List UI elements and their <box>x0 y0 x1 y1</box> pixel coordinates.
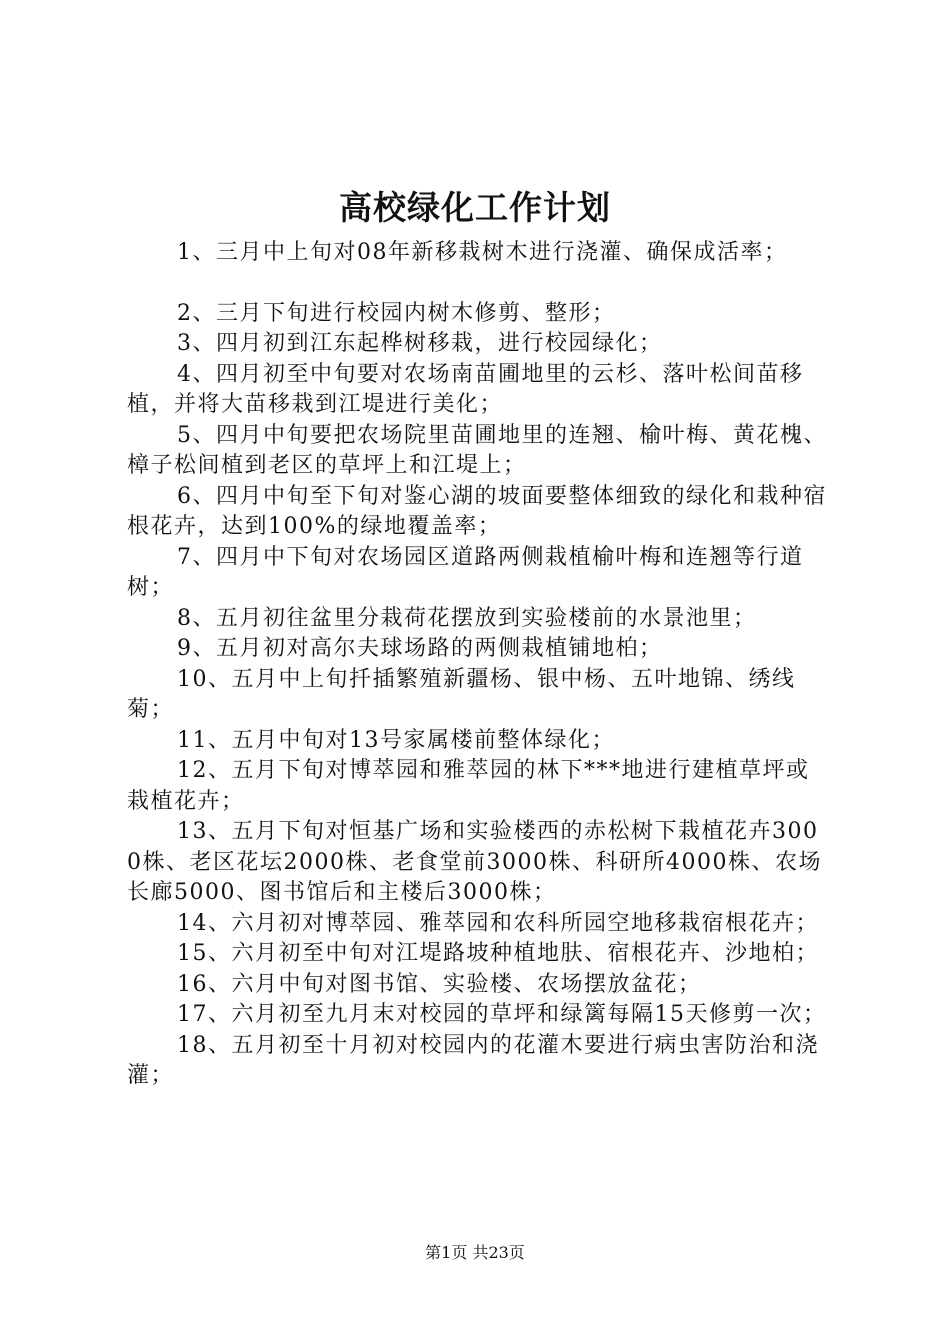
plan-item-12: 12、五月下旬对博萃园和雅萃园的林下***地进行建植草坪或栽植花卉； <box>127 758 810 814</box>
plan-item-16: 16、六月中旬对图书馆、实验楼、农场摆放盆花； <box>177 971 702 997</box>
plan-item-10: 10、五月中上旬扦插繁殖新疆杨、银中杨、五叶地锦、绣线菊； <box>127 666 796 722</box>
plan-item-11: 11、五月中旬对13号家属楼前整体绿化； <box>177 727 615 753</box>
plan-item-13: 13、五月下旬对恒基广场和实验楼西的赤松树下栽植花卉3000株、老区花坛2000株、老食堂前3000株、科研所4000株、农场长廊5000、图书馆后和主楼后3000株； <box>127 819 822 905</box>
plan-item-18: 18、五月初至十月初对校园内的花灌木要进行病虫害防治和浇灌； <box>127 1032 819 1088</box>
plan-item-5: 5、四月中旬要把农场院里苗圃地里的连翘、榆叶梅、黄花槐、樟子松间植到老区的草坪上和江堤上； <box>127 422 827 478</box>
plan-item-2: 2、三月下旬进行校园内树木修剪、整形； <box>177 300 616 326</box>
plan-item-3: 3、四月初到江东起桦树移栽，进行校园绿化； <box>177 331 663 356</box>
plan-item-4: 4、四月初至中旬要对农场南苗圃地里的云杉、落叶松间苗移植，并将大苗移栽到江堤进行美化； <box>127 361 804 417</box>
plan-item-1: 1、三月中上旬对08年新移栽树木进行浇灌、确保成活率； <box>177 240 788 265</box>
document-title: 高校绿化工作计划 <box>339 188 611 227</box>
plan-item-6: 6、四月中旬至下旬对鉴心湖的坡面要整体细致的绿化和栽种宿根花卉，达到100%的绿地覆盖率； <box>127 483 827 539</box>
plan-item-14: 14、六月初对博萃园、雅萃园和农科所园空地移栽宿根花卉； <box>177 910 819 936</box>
plan-item-15: 15、六月初至中旬对江堤路坡种植地肤、宿根花卉、沙地柏； <box>177 941 819 966</box>
page-footer: 第1页 共23页 <box>425 1243 525 1262</box>
plan-item-17: 17、六月初至九月末对校园的草坪和绿篱每隔15天修剪一次； <box>177 1002 827 1027</box>
document-body <box>127 238 827 1092</box>
plan-item-7: 7、四月中下旬对农场园区道路两侧栽植榆叶梅和连翘等行道树； <box>127 544 804 600</box>
plan-item-8: 8、五月初往盆里分栽荷花摆放到实验楼前的水景池里； <box>177 605 757 631</box>
plan-item-9: 9、五月初对高尔夫球场路的两侧栽植铺地柏； <box>177 636 663 661</box>
